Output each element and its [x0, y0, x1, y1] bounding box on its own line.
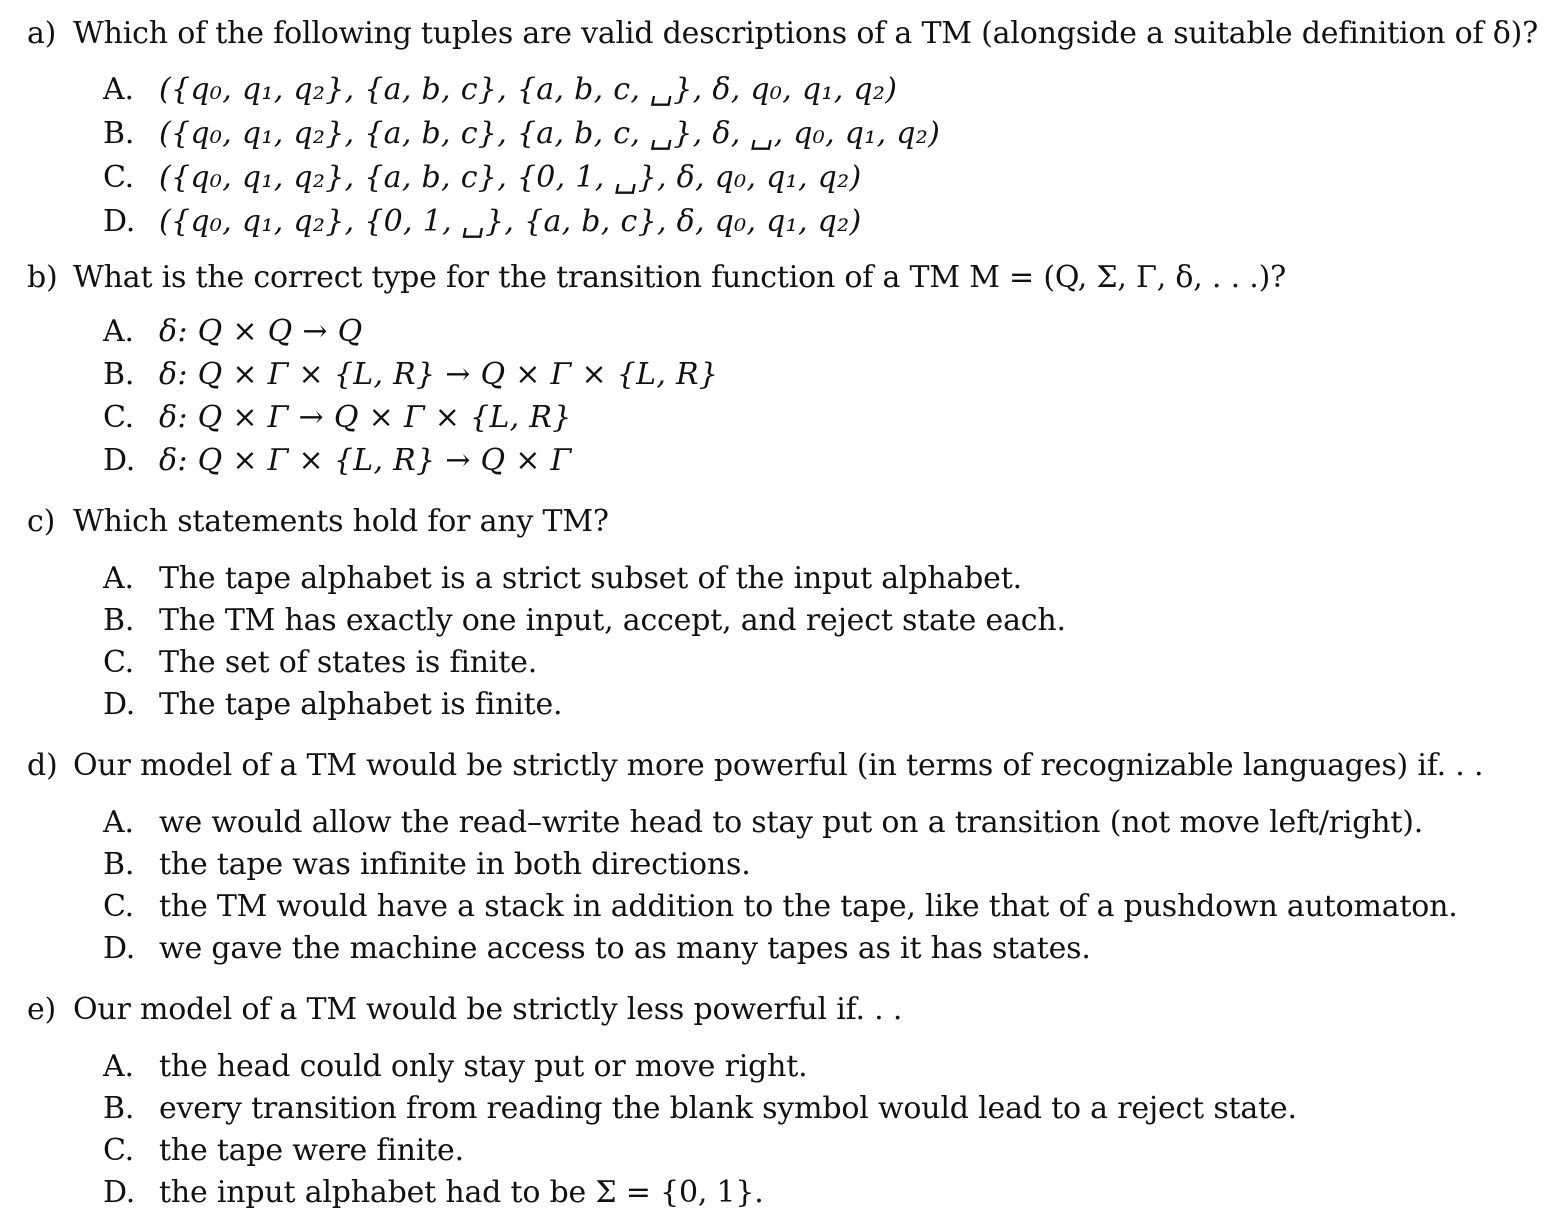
option-a: [103, 558, 1527, 600]
option-text: every transition from reading the blank symbol would lead to a reject state.: [159, 1091, 1297, 1126]
option-letter: D.: [103, 931, 136, 966]
option-c: [103, 1130, 1527, 1172]
option-d: [103, 439, 1527, 482]
option-text: the tape was infinite in both directions.: [159, 847, 751, 882]
option-c: [103, 156, 1527, 200]
question-letter: c): [27, 504, 56, 539]
option-letter: A.: [103, 314, 134, 349]
option-letter: A.: [103, 805, 134, 840]
option-c: [103, 642, 1527, 684]
option-letter: B.: [103, 357, 135, 392]
option-b: [103, 600, 1527, 642]
option-text: ({q₀, q₁, q₂}, {a, b, c}, {a, b, c, ␣}, δ, ␣, q₀, q₁, q₂): [159, 116, 941, 151]
option-letter: B.: [103, 603, 135, 638]
option-b: [103, 353, 1527, 396]
option-list: [103, 558, 1527, 726]
option-text: δ: Q × Γ × {L, R} → Q × Γ × {L, R}: [159, 357, 719, 392]
option-d: [103, 200, 1527, 244]
option-text: we would allow the read–write head to stay put on a transition (not move left/right).: [159, 805, 1424, 840]
question-text: Our model of a TM would be strictly more powerful (in terms of recognizable languages) if. . .: [73, 748, 1484, 783]
option-a: [103, 802, 1527, 844]
option-text: δ: Q × Γ × {L, R} → Q × Γ: [159, 443, 572, 478]
option-list: [103, 310, 1527, 482]
question-d: [27, 748, 1527, 970]
option-letter: A.: [103, 1049, 134, 1084]
option-a: [103, 68, 1527, 112]
question-e: [27, 992, 1527, 1214]
option-letter: D.: [103, 687, 136, 722]
option-text: The tape alphabet is finite.: [159, 687, 563, 722]
option-d: [103, 684, 1527, 726]
option-letter: A.: [103, 72, 134, 107]
option-text: The tape alphabet is a strict subset of the input alphabet.: [159, 561, 1022, 596]
question-letter: e): [27, 992, 57, 1027]
option-text: The set of states is finite.: [159, 645, 538, 680]
option-a: [103, 1046, 1527, 1088]
question-letter: d): [27, 748, 58, 783]
option-b: [103, 844, 1527, 886]
option-text: we gave the machine access to as many tapes as it has states.: [159, 931, 1091, 966]
option-list: [103, 802, 1527, 970]
option-text: δ: Q × Γ → Q × Γ × {L, R}: [159, 400, 572, 435]
question-text: What is the correct type for the transition function of a TM M = (Q, Σ, Γ, δ, . . .)?: [73, 260, 1286, 295]
question-c: [27, 504, 1527, 726]
option-letter: C.: [103, 889, 135, 924]
question-text: Our model of a TM would be strictly less powerful if. . .: [73, 992, 903, 1027]
question-b-heading: [27, 260, 1527, 296]
question-e-heading: [27, 992, 1527, 1028]
question-text: Which statements hold for any TM?: [73, 504, 609, 539]
option-d: [103, 928, 1527, 970]
option-text: The TM has exactly one input, accept, and reject state each.: [159, 603, 1066, 638]
question-c-heading: [27, 504, 1527, 540]
question-letter: b): [27, 260, 58, 295]
option-a: [103, 310, 1527, 353]
option-letter: D.: [103, 443, 136, 478]
option-letter: D.: [103, 1175, 136, 1210]
option-text: the input alphabet had to be Σ = {0, 1}.: [159, 1175, 764, 1210]
question-d-heading: [27, 748, 1527, 784]
question-a-heading: [27, 16, 1539, 52]
option-text: ({q₀, q₁, q₂}, {a, b, c}, {a, b, c, ␣}, δ, q₀, q₁, q₂): [159, 72, 898, 107]
option-text: ({q₀, q₁, q₂}, {0, 1, ␣}, {a, b, c}, δ, q₀, q₁, q₂): [159, 204, 862, 239]
question-a: [27, 16, 1539, 244]
option-letter: B.: [103, 1091, 135, 1126]
option-text: the head could only stay put or move right.: [159, 1049, 808, 1084]
option-text: ({q₀, q₁, q₂}, {a, b, c}, {0, 1, ␣}, δ, q₀, q₁, q₂): [159, 160, 862, 195]
option-letter: C.: [103, 645, 135, 680]
option-c: [103, 396, 1527, 439]
option-letter: A.: [103, 561, 134, 596]
option-letter: B.: [103, 116, 135, 151]
option-b: [103, 112, 1527, 156]
option-text: δ: Q × Q → Q: [159, 314, 363, 349]
question-b: [27, 260, 1527, 482]
option-list: [103, 68, 1527, 244]
option-letter: B.: [103, 847, 135, 882]
option-letter: C.: [103, 160, 135, 195]
option-text: the tape were finite.: [159, 1133, 464, 1168]
question-letter: a): [27, 16, 57, 51]
option-letter: C.: [103, 400, 135, 435]
option-letter: C.: [103, 1133, 135, 1168]
option-d: [103, 1172, 1527, 1214]
option-text: the TM would have a stack in addition to the tape, like that of a pushdown automaton.: [159, 889, 1458, 924]
option-letter: D.: [103, 204, 136, 239]
question-text: Which of the following tuples are valid descriptions of a TM (alongside a suitable definition of δ)?: [73, 16, 1539, 51]
option-list: [103, 1046, 1527, 1214]
option-b: [103, 1088, 1527, 1130]
option-c: [103, 886, 1527, 928]
